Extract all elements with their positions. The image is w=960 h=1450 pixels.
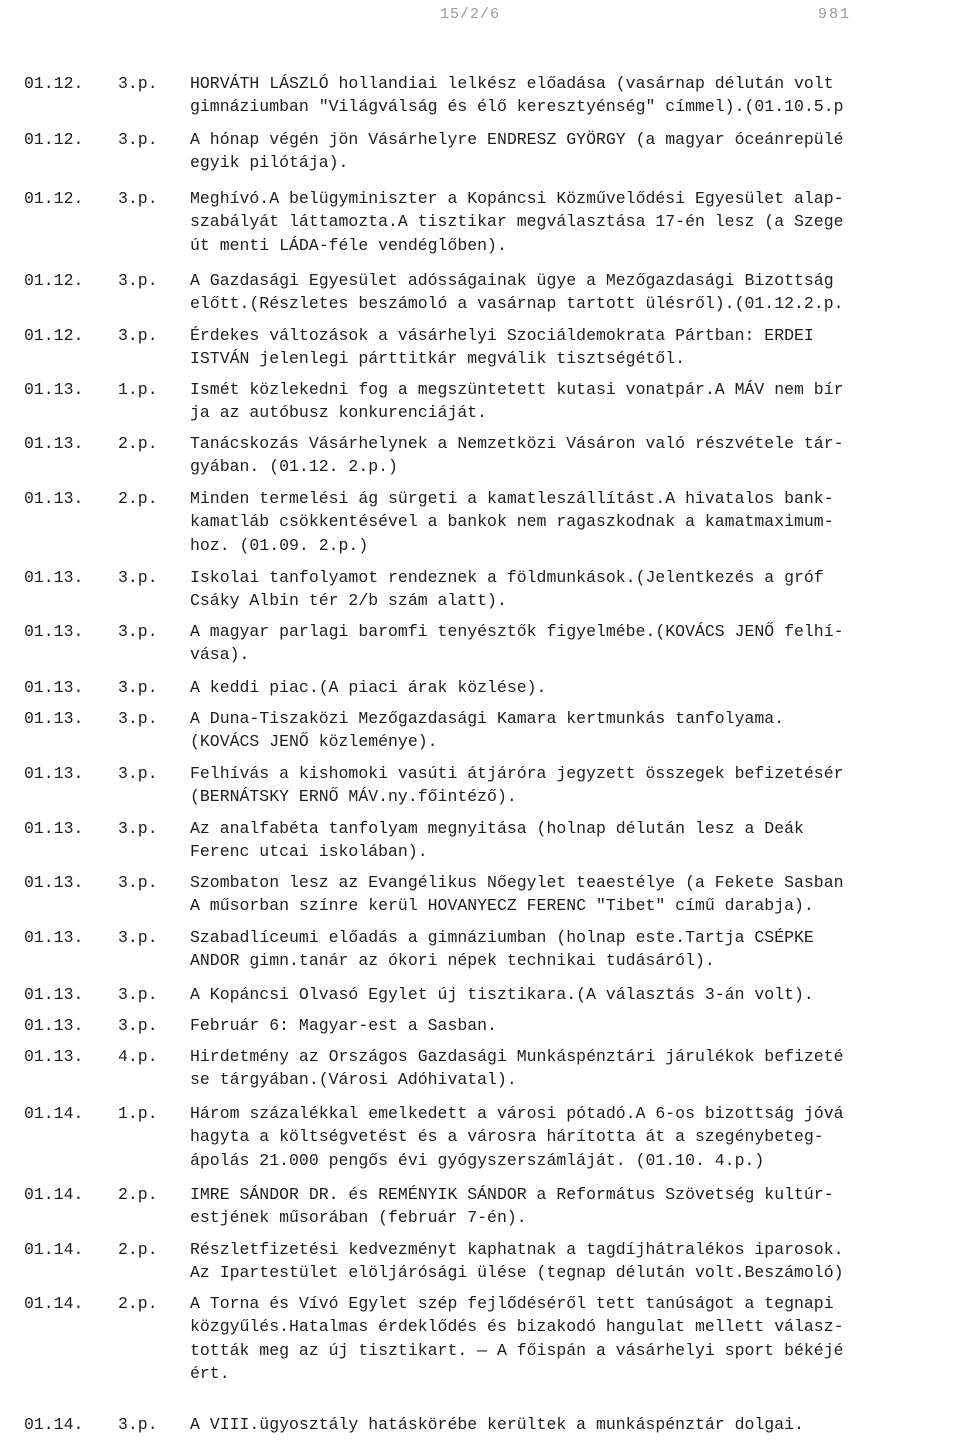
entry-text: A Kopáncsi Olvasó Egylet új tisztikara.(A választás 3-án volt).: [190, 985, 814, 1004]
entry-page: 1.p.: [118, 380, 158, 399]
entry-page: 3.p.: [118, 189, 158, 208]
entry-page: 3.p.: [118, 622, 158, 641]
entry-text: A magyar parlagi baromfi tenyésztők figyelmébe.(KOVÁCS JENŐ felhí- vása).: [190, 622, 844, 665]
entry-text: A hónap végén jön Vásárhelyre ENDRESZ GYÖRGY (a magyar óceánrepülé egyik pilótája).: [190, 130, 844, 173]
entry-page: 3.p.: [118, 928, 158, 947]
header-reference-left: 15/2/6: [440, 6, 501, 23]
list-item: [0, 871, 960, 918]
entry-page: 2.p.: [118, 1240, 158, 1259]
list-item: [0, 269, 960, 316]
entry-date: 01.13.: [24, 764, 84, 783]
entry-page: 3.p.: [118, 1016, 158, 1035]
list-item: [0, 1413, 960, 1436]
entry-text: Február 6: Magyar-est a Sasban.: [190, 1016, 497, 1035]
entry-date: 01.13.: [24, 1016, 84, 1035]
entry-date: 01.13.: [24, 985, 84, 1004]
entry-page: 3.p.: [118, 985, 158, 1004]
list-item: [0, 487, 960, 557]
list-item: [0, 620, 960, 667]
entry-date: 01.13.: [24, 622, 84, 641]
entry-text: Hirdetmény az Országos Gazdasági Munkáspénztári járulékok befizeté se tárgyában.(Városi Adóhivatal).: [190, 1047, 844, 1090]
header-reference-right: 981: [818, 6, 852, 23]
entry-date: 01.12.: [24, 271, 84, 290]
list-item: [0, 566, 960, 613]
entry-text: Meghívó.A belügyminiszter a Kopáncsi Közművelődési Egyesület alap- szabályát láttamozta.A tisztikar megválasztása 17-én lesz (a Szege út menti LÁDA-féle vendéglőben).: [190, 189, 844, 255]
entry-text: IMRE SÁNDOR DR. és REMÉNYIK SÁNDOR a Református Szövetség kultúr- estjének műsorában (február 7-én).: [190, 1185, 834, 1228]
entry-page: 3.p.: [118, 709, 158, 728]
entry-text: Ismét közlekedni fog a megszüntetett kutasi vonatpár.A MÁV nem bír ja az autóbusz konkurenciáját.: [190, 380, 844, 423]
entry-page: 1.p.: [118, 1104, 158, 1123]
list-item: [0, 1238, 960, 1285]
list-item: [0, 983, 960, 1006]
entry-page: 2.p.: [118, 1294, 158, 1313]
entry-date: 01.13.: [24, 434, 84, 453]
entry-date: 01.14.: [24, 1185, 84, 1204]
entry-page: 3.p.: [118, 568, 158, 587]
list-item: [0, 187, 960, 257]
list-item: [0, 128, 960, 175]
entry-text: Iskolai tanfolyamot rendeznek a földmunkások.(Jelentkezés a gróf Csáky Albin tér 2/b szám alatt).: [190, 568, 824, 611]
entry-page: 2.p.: [118, 434, 158, 453]
list-item: [0, 762, 960, 809]
entry-date: 01.13.: [24, 873, 84, 892]
entry-page: 3.p.: [118, 819, 158, 838]
entry-date: 01.13.: [24, 1047, 84, 1066]
entry-text: HORVÁTH LÁSZLÓ hollandiai lelkész előadása (vasárnap délután volt gimnáziumban "Világválság és élő keresztyénség" címmel).(01.10.5.p: [190, 74, 844, 117]
entry-page: 2.p.: [118, 1185, 158, 1204]
entry-page: 3.p.: [118, 678, 158, 697]
list-item: [0, 324, 960, 371]
entry-date: 01.13.: [24, 928, 84, 947]
list-item: [0, 926, 960, 973]
list-item: [0, 707, 960, 754]
entry-date: 01.14.: [24, 1294, 84, 1313]
list-item: [0, 1045, 960, 1092]
entry-page: 3.p.: [118, 1415, 158, 1434]
entry-text: Szombaton lesz az Evangélikus Nőegylet teaestélye (a Fekete Sasban A műsorban színre kerül HOVANYECZ FERENC "Tibet" című darabja).: [190, 873, 844, 916]
entry-text: Három százalékkal emelkedett a városi pótadó.A 6-os bizottság jóvá hagyta a költségvetést és a városra hárította át a szegénybeteg- ápolás 21.000 pengős évi gyógyszerszámláját. (01.10. 4.p.): [190, 1104, 844, 1170]
entry-text: Felhívás a kishomoki vasúti átjáróra jegyzett összegek befizetésér (BERNÁTSKY ERNŐ MÁV.ny.főintéző).: [190, 764, 844, 807]
entry-text: Érdekes változások a vásárhelyi Szociáldemokrata Pártban: ERDEI ISTVÁN jelenlegi párttitkár megválik tisztségétől.: [190, 326, 814, 369]
entry-page: 4.p.: [118, 1047, 158, 1066]
entry-text: A Gazdasági Egyesület adósságainak ügye a Mezőgazdasági Bizottság előtt.(Részletes beszámoló a vasárnap tartott ülésről).(01.12.2.p.: [190, 271, 844, 314]
list-item: [0, 676, 960, 699]
entry-text: Az analfabéta tanfolyam megnyitása (holnap délután lesz a Deák Ferenc utcai iskolában).: [190, 819, 804, 862]
entry-page: 3.p.: [118, 326, 158, 345]
list-item: [0, 1292, 960, 1386]
entry-text: A keddi piac.(A piaci árak közlése).: [190, 678, 547, 697]
entry-page: 3.p.: [118, 764, 158, 783]
entry-date: 01.14.: [24, 1104, 84, 1123]
entry-page: 3.p.: [118, 271, 158, 290]
entry-page: 3.p.: [118, 873, 158, 892]
entry-date: 01.12.: [24, 189, 84, 208]
page-header: [0, 6, 960, 30]
entry-date: 01.13.: [24, 380, 84, 399]
entry-text: Minden termelési ág sürgeti a kamatleszállítást.A hivatalos bank- kamatláb csökkentésével a bankok nem ragaszkodnak a kamatmaximum- hoz. (01.09. 2.p.): [190, 489, 834, 555]
entry-date: 01.13.: [24, 709, 84, 728]
entry-page: 3.p.: [118, 74, 158, 93]
entry-date: 01.14.: [24, 1240, 84, 1259]
list-item: [0, 72, 960, 119]
entry-text: A VIII.ügyosztály hatáskörébe kerültek a munkáspénztár dolgai.: [190, 1415, 804, 1434]
list-item: [0, 817, 960, 864]
entry-text: Szabadlíceumi előadás a gimnáziumban (holnap este.Tartja CSÉPKE ANDOR gimn.tanár az ókori népek technikai tudásáról).: [190, 928, 814, 971]
entry-date: 01.13.: [24, 489, 84, 508]
entry-page: 3.p.: [118, 130, 158, 149]
list-item: [0, 1102, 960, 1172]
entry-date: 01.12.: [24, 74, 84, 93]
entry-date: 01.12.: [24, 326, 84, 345]
entry-text: A Torna és Vívó Egylet szép fejlődéséről tett tanúságot a tegnapi közgyűlés.Hatalmas érdeklődés és bizakodó hangulat mellett válasz- tották meg az új tisztikart. — A főispán a vásárhelyi sport békéjé ért.: [190, 1294, 844, 1384]
list-item: [0, 1014, 960, 1037]
entry-date: 01.12.: [24, 130, 84, 149]
entry-text: A Duna-Tiszaközi Mezőgazdasági Kamara kertmunkás tanfolyama. (KOVÁCS JENŐ közleménye).: [190, 709, 785, 752]
entry-page: 2.p.: [118, 489, 158, 508]
entry-date: 01.13.: [24, 678, 84, 697]
entry-date: 01.13.: [24, 819, 84, 838]
entry-text: Részletfizetési kedvezményt kaphatnak a tagdíjhátralékos iparosok. Az Ipartestület elöljárósági ülése (tegnap délután volt.Beszámoló): [190, 1240, 844, 1283]
list-item: [0, 1183, 960, 1230]
list-item: [0, 378, 960, 425]
entry-date: 01.14.: [24, 1415, 84, 1434]
list-item: [0, 432, 960, 479]
entry-text: Tanácskozás Vásárhelynek a Nemzetközi Vásáron való részvétele tár- gyában. (01.12. 2.p.): [190, 434, 844, 477]
entry-date: 01.13.: [24, 568, 84, 587]
